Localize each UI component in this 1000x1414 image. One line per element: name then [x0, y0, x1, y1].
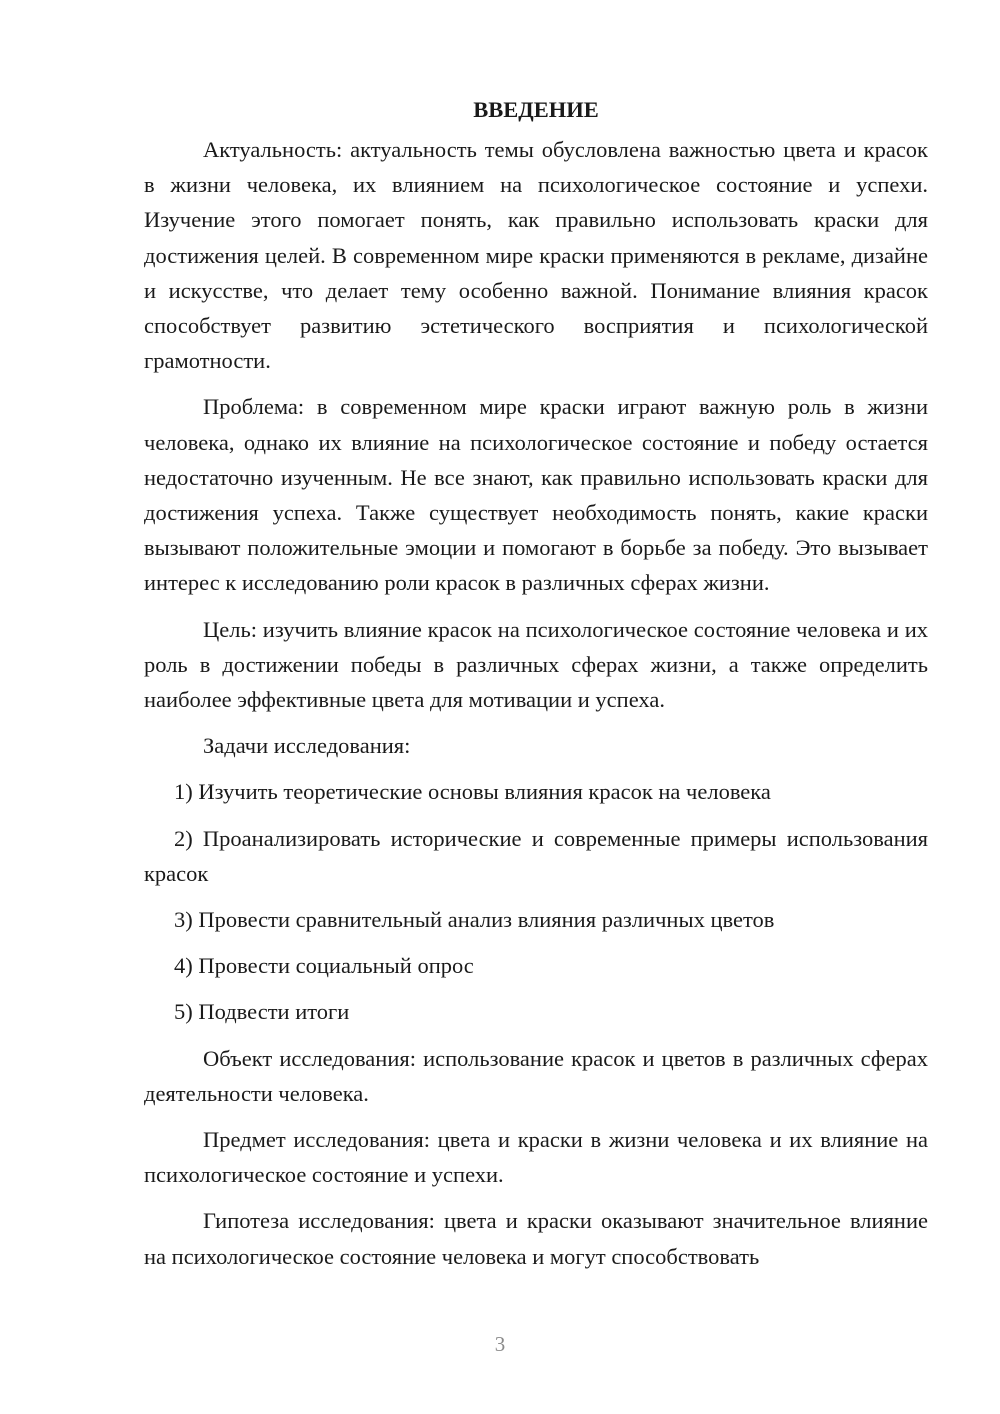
- paragraph-goal: Цель: изучить влияние красок на психологическое состояние человека и их роль в достижении победы в различных сферах жизни, а также определить наиболее эффективные цвета для мотивации и успеха.: [144, 616, 928, 713]
- page-body: [144, 92, 928, 1285]
- paragraph-subject: Предмет исследования: цвета и краски в жизни человека и их влияние на психологическое состояние и успехи.: [144, 1127, 928, 1188]
- paragraph-hypothesis: Гипотеза исследования: цвета и краски оказывают значительное влияние на психологическое состояние человека и могут способствовать: [144, 1208, 928, 1269]
- paragraph-relevance: Актуальность: актуальность темы обусловлена важностью цвета и красок в жизни человека, их влиянием на психологическое состояние и успехи. Изучение этого помогает понять, как правильно использовать краски для достижения целей. В современном мире краски применяются в рекламе, дизайне и искусстве, что делает тему особенно важной. Понимание влияния красок способствует развитию эстетического восприятия и психологической грамотности.: [144, 137, 928, 374]
- task-item: 5) Подвести итоги: [174, 999, 350, 1025]
- task-item: 3) Провести сравнительный анализ влияния различных цветов: [174, 907, 775, 933]
- section-title: ВВЕДЕНИЕ: [473, 97, 599, 122]
- paragraph-object: Объект исследования: использование красок и цветов в различных сферах деятельности человека.: [144, 1045, 928, 1106]
- paragraph-problem: Проблема: в современном мире краски играют важную роль в жизни человека, однако их влияние на психологическое состояние и победу остается недостаточно изученным. Не все знают, как правильно использовать краски для достижения успеха. Также существует необходимость понять, какие краски вызывают положительные эмоции и помогают в борьбе за победу. Это вызывает интерес к исследованию роли красок в различных сферах жизни.: [144, 394, 928, 596]
- page-number: 3: [494, 1332, 506, 1356]
- tasks-heading: Задачи исследования:: [203, 733, 411, 759]
- task-item: 4) Провести социальный опрос: [174, 953, 474, 979]
- task-item: 1) Изучить теоретические основы влияния красок на человека: [174, 779, 771, 805]
- task-item: 2) Проанализировать исторические и современные примеры использования красок: [144, 825, 928, 886]
